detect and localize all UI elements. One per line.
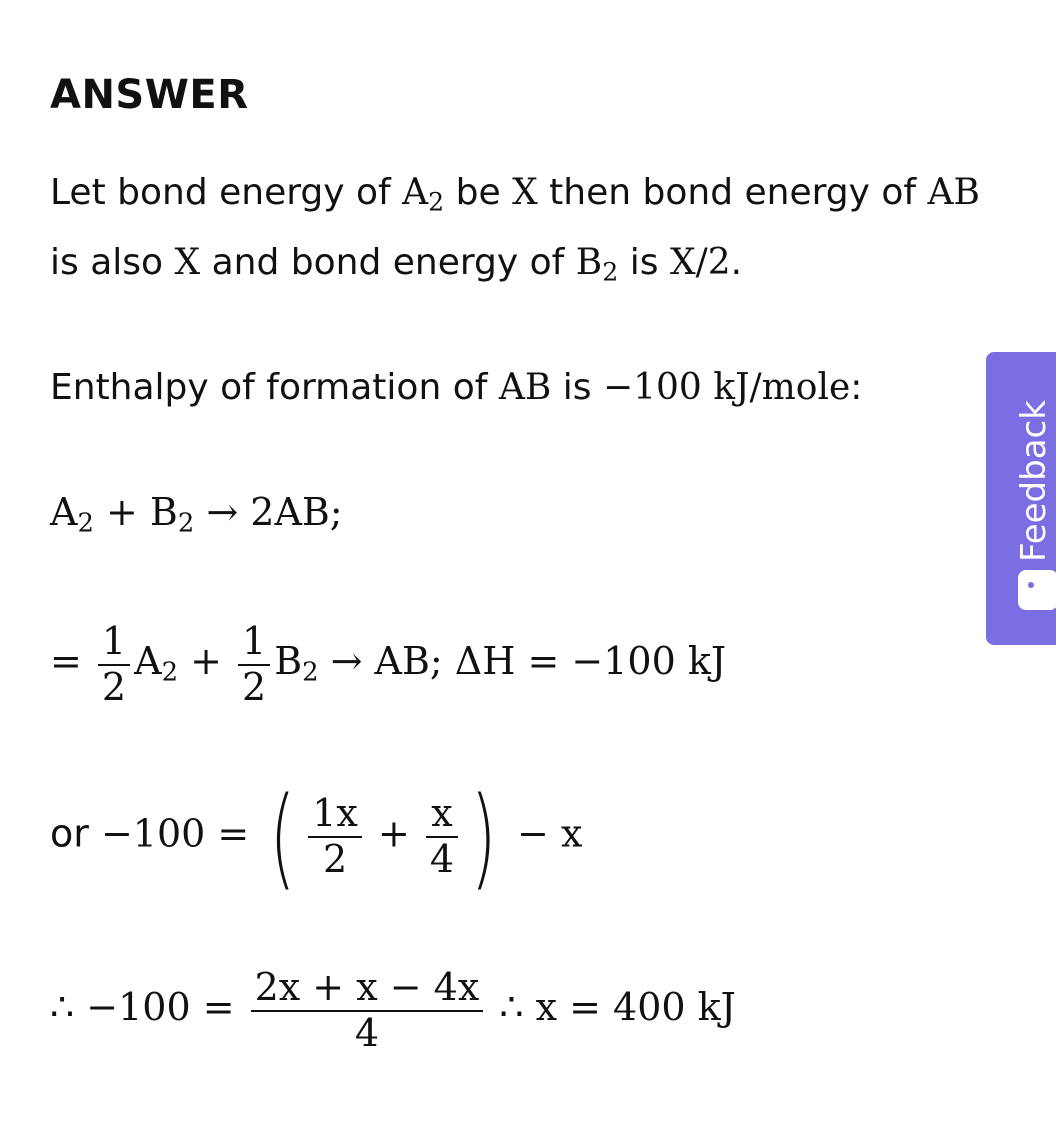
fraction-solution: $\frac{2x + x - 4x}{4}$ <box>251 966 484 1055</box>
half-reaction-equation: = $\frac{1}{2}$ $A_2$ + $\frac{1}{2}$ $B_2$ → AB; ΔH = −100 kJ <box>50 619 727 709</box>
answer-heading: ANSWER <box>50 72 249 118</box>
feedback-tab[interactable] <box>986 352 1056 645</box>
fraction-x-4: $\frac{x}{4}$ <box>426 792 458 881</box>
reaction-equation: $A_2 + B_2 \to 2AB$; <box>50 490 343 539</box>
feedback-label: Feedback <box>1014 400 1054 562</box>
solution-equation: ∴ −100 = $\frac{2x + x - 4x}{4}$ ∴ x = 400 kJ <box>50 965 736 1055</box>
bond-energy-paragraph: Let bond energy of $A_2$ be X then bond energy of AB is also X and bond energy of $B_2$ is X/2. <box>50 172 980 287</box>
fraction-half-b: $\frac{1}{2}$ <box>238 620 270 709</box>
fraction-1x-2: $\frac{1x}{2}$ <box>308 792 362 881</box>
bond-energy-equation: or −100 = ( $\frac{1x}{2}$ + $\frac{x}{4}$ ) − x <box>50 773 583 901</box>
fraction-half-a: $\frac{1}{2}$ <box>98 620 130 709</box>
chat-smile-icon <box>1018 570 1058 610</box>
enthalpy-paragraph: Enthalpy of formation of AB is −100 kJ/mole: <box>50 367 863 408</box>
